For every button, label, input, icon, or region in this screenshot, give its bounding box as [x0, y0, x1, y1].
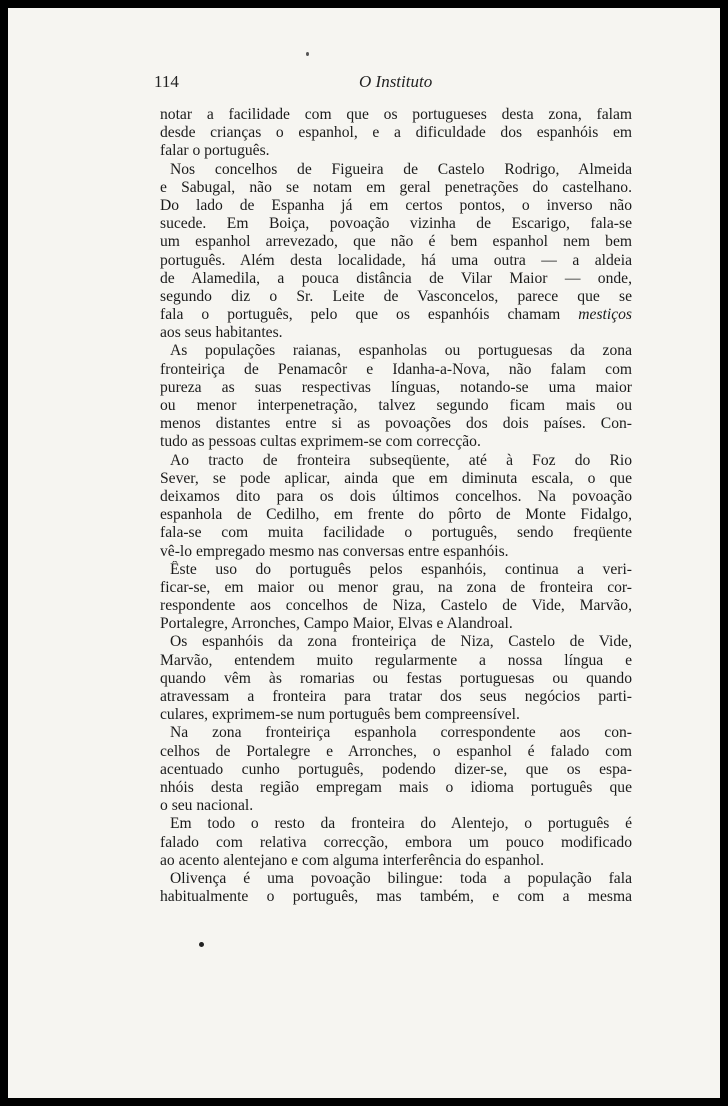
paragraph: [160, 724, 632, 815]
text-line: tudo as pessoas cultas exprimem-se com correcção.: [160, 433, 481, 451]
text-line: celhos de Portalegre e Arronches, o espanhol é falado com: [160, 742, 632, 760]
text-line: atravessam a fronteira para tratar dos seus negócios parti-: [160, 688, 632, 705]
paragraph: [160, 815, 632, 870]
text-line: acentuado cunho português, podendo dizer-se, que os espa-: [160, 760, 632, 778]
text-line: um espanhol arrevezado, que não é bem espanhol nem bem: [160, 233, 632, 251]
text-line: fronteiriça de Penamacôr e Idanha-a-Nova, não falam com: [160, 360, 632, 378]
text-line: falar o português.: [160, 142, 270, 160]
paragraph: [160, 561, 632, 634]
text-line: Marvão, entendem muito regularmente a nossa língua e: [160, 651, 632, 669]
text-line: vê-lo empregado mesmo nas conversas entre espanhóis.: [160, 542, 509, 560]
text-line: nhóis desta região empregam mais o idioma português que: [160, 778, 632, 796]
text-line: de Alamedila, a pouca distância de Vilar Maior — onde,: [160, 269, 632, 287]
page-number: 114: [154, 72, 179, 91]
text-line: Na zona fronteiriça espanhola correspondente aos con-: [170, 724, 632, 742]
paragraph: [160, 633, 632, 724]
paragraph: [160, 452, 632, 561]
text-line: Sever, se pode aplicar, ainda que em diminuta escala, o que: [160, 469, 632, 487]
text-line: espanhola de Cedilho, em frente do pôrto de Monte Fidalgo,: [160, 506, 632, 524]
text-line: habitualmente o português, mas também, e com a mesma: [160, 888, 632, 906]
paragraph: [160, 161, 632, 343]
text-line: menos distantes entre si as povoações dos dois países. Con-: [160, 415, 632, 433]
text-line: Do lado de Espanha já em certos pontos, o inverso não: [160, 196, 632, 214]
text-line: falado com relativa correcção, embora um pouco modificado: [160, 833, 632, 851]
text-line: fala o português, pelo que os espanhóis chamam mestiços: [160, 306, 632, 324]
text-line: e Sabugal, não se notam em geral penetrações do castelhano.: [160, 178, 632, 196]
text-line: ficar-se, em maior ou menor grau, na zona de fronteira cor-: [160, 578, 632, 596]
text-line: Olivença é uma povoação bilingue: toda a população fala: [170, 869, 632, 887]
text-line: desde crianças o espanhol, e a dificuldade dos espanhóis em: [160, 124, 632, 142]
ink-speck: [306, 52, 309, 56]
text-line: Êste uso do português pelos espanhóis, continua a veri-: [170, 560, 632, 578]
text-line: deixamos dito para os dois últimos concelhos. Na povoação: [160, 487, 632, 505]
text-line: Ao tracto de fronteira subseqüente, até à Foz do Rio: [170, 451, 632, 469]
text-line: quando vêm às romarias ou festas portuguesas ou quando: [160, 669, 632, 687]
text-line: português. Além desta localidade, há uma outra — a aldeia: [160, 251, 632, 269]
text-line: segundo diz o Sr. Leite de Vasconcelos, parece que se: [160, 287, 632, 305]
ink-mark: [199, 942, 204, 947]
italic-term: mestiços: [578, 306, 632, 324]
text-line: aos seus habitantes.: [160, 324, 283, 342]
text-line: Os espanhóis da zona fronteiriça de Niza, Castelo de Vide,: [170, 633, 632, 651]
paragraph: [160, 870, 632, 906]
paragraph: [160, 342, 632, 451]
text-line: notar a facilidade com que os portugueses desta zona, falam: [160, 106, 632, 123]
running-title: O Instituto: [359, 72, 433, 91]
text-line: As populações raianas, espanholas ou portuguesas da zona: [170, 342, 632, 360]
text-line: Portalegre, Arronches, Campo Maior, Elvas e Alandroal.: [160, 615, 513, 633]
paragraph: [160, 106, 632, 161]
text-line: ao acento alentejano e com alguma interferência do espanhol.: [160, 851, 545, 869]
text-line: fala-se com muita facilidade o português, sendo freqüente: [160, 524, 632, 542]
text-line: Nos concelhos de Figueira de Castelo Rodrigo, Almeida: [170, 160, 632, 178]
text-line: Em todo o resto da fronteira do Alentejo, o português é: [170, 815, 632, 833]
page-header: [154, 72, 634, 94]
text-line: culares, exprimem-se num português bem compreensível.: [160, 706, 520, 724]
text-line: respondente aos concelhos de Niza, Castelo de Vide, Marvão,: [160, 597, 632, 615]
text-line: ou menor interpenetração, talvez segundo ficam mais ou: [160, 397, 632, 414]
body-text: [160, 106, 632, 906]
book-page: [8, 8, 720, 1098]
text-line: pureza as suas respectivas línguas, notando-se uma maior: [160, 378, 632, 396]
text-line: sucede. Em Boiça, povoação vizinha de Escarigo, fala-se: [160, 215, 632, 233]
text-line: o seu nacional.: [160, 797, 254, 815]
